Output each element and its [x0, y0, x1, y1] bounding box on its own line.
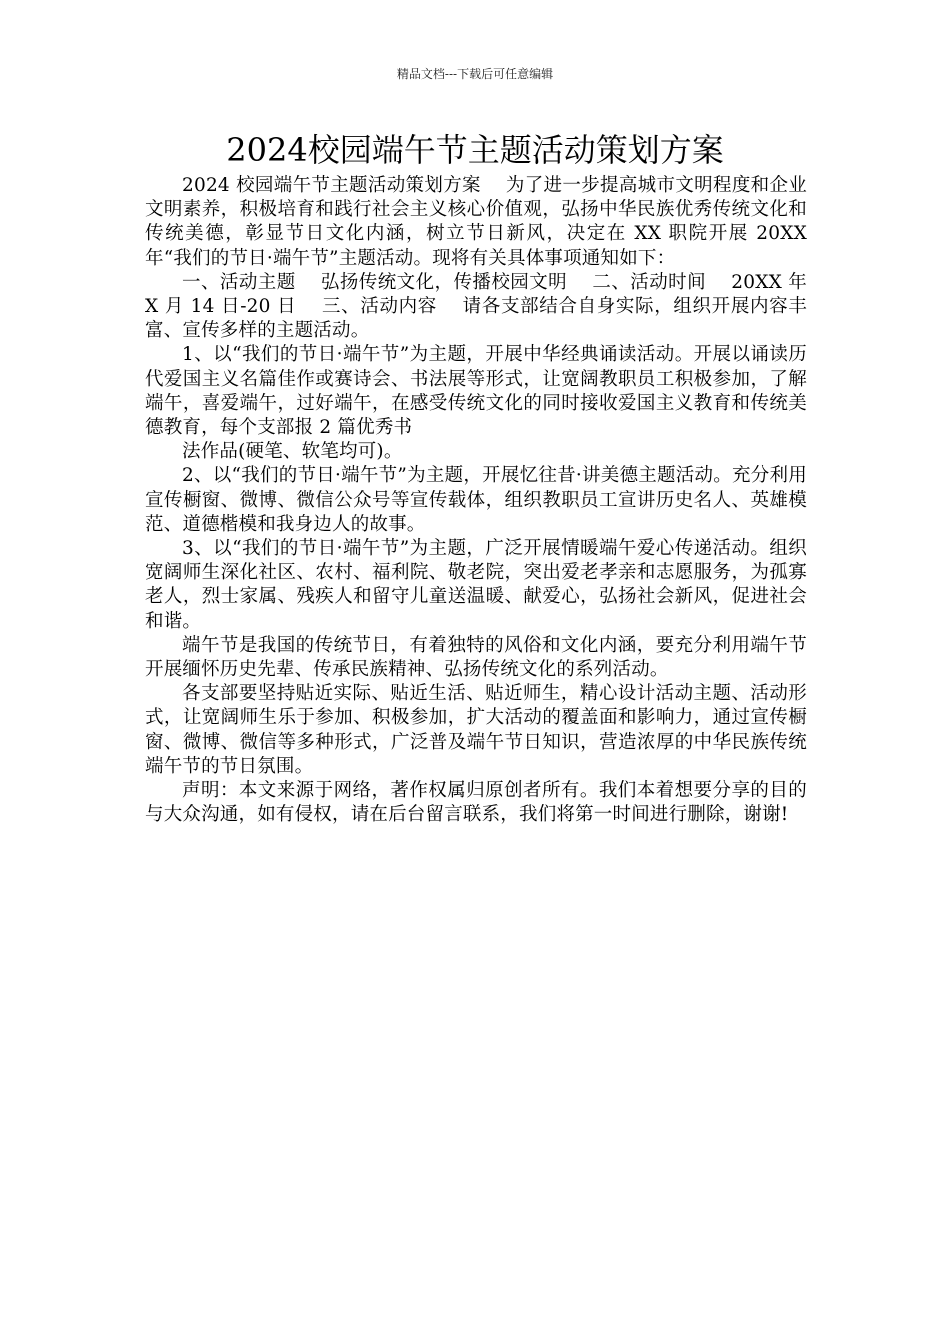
paragraph-item-1: 1、以“我们的节日·端午节”为主题，开展中华经典诵读活动。开展以诵读历代爱国主义名篇佳作或赛诗会、书法展等形式，让宽阔教职员工积极参加，了解端午，喜爱端午，过好端午，在感受传统文化的同时接收爱国主义教育和传统美德教育，每个支部报 2 篇优秀书: [145, 344, 807, 439]
paragraph-intro: 2024 校园端午节主题活动策划方案 为了进一步提高城市文明程度和企业文明素养，积极培育和践行社会主义核心价值观，弘扬中华民族优秀传统文化和传统美德，彰显节日文化内涵，树立节日新风，决定在 XX 职院开展 20XX 年“我们的节日·端午节”主题活动。现将有关具体事项通知如下：: [145, 175, 807, 269]
paragraph-festival: 端午节是我国的传统节日，有着独特的风俗和文化内涵，要充分利用端午节开展缅怀历史先辈、传承民族精神、弘扬传统文化的系列活动。: [145, 634, 807, 681]
document-body: [145, 174, 807, 827]
paragraph-item-3: 3、以“我们的节日·端午节”为主题，广泛开展情暖端午爱心传递活动。组织宽阔师生深化社区、农村、福利院、敬老院，突出爱老孝亲和志愿服务，为孤寡老人，烈士家属、残疾人和留守儿童送温暖、献爱心，弘扬社会新风，促进社会和谐。: [145, 538, 807, 632]
paragraph-theme-time-content: 一、活动主题 弘扬传统文化，传播校园文明 二、活动时间 20XX 年 X 月 14 日-20 日 三、活动内容 请各支部结合自身实际，组织开展内容丰富、宣传多样的主题活动。: [145, 271, 807, 342]
paragraph-item-2: 2、以“我们的节日·端午节”为主题，开展忆往昔·讲美德主题活动。充分利用宣传橱窗、微博、微信公众号等宣传载体，组织教职员工宣讲历史名人、英雄模范、道德楷模和我身边人的故事。: [145, 465, 807, 535]
header-note: 精品文档---下载后可任意编辑: [396, 67, 554, 81]
paragraph-requirements: 各支部要坚持贴近实际、贴近生活、贴近师生，精心设计活动主题、活动形式，让宽阔师生乐于参加、积极参加，扩大活动的覆盖面和影响力，通过宣传橱窗、微博、微信等多种形式，广泛普及端午节日知识，营造浓厚的中华民族传统端午节的节日氛围。: [145, 683, 807, 777]
paragraph-item-1-continued: 法作品(硬笔、软笔均可)。: [182, 441, 403, 463]
paragraph-disclaimer: 声明：本文来源于网络，著作权属归原创者所有。我们本着想要分享的目的与大众沟通，如有侵权，请在后台留言联系，我们将第一时间进行删除，谢谢!: [145, 780, 807, 826]
document-title: 2024校园端午节主题活动策划方案: [226, 131, 724, 169]
